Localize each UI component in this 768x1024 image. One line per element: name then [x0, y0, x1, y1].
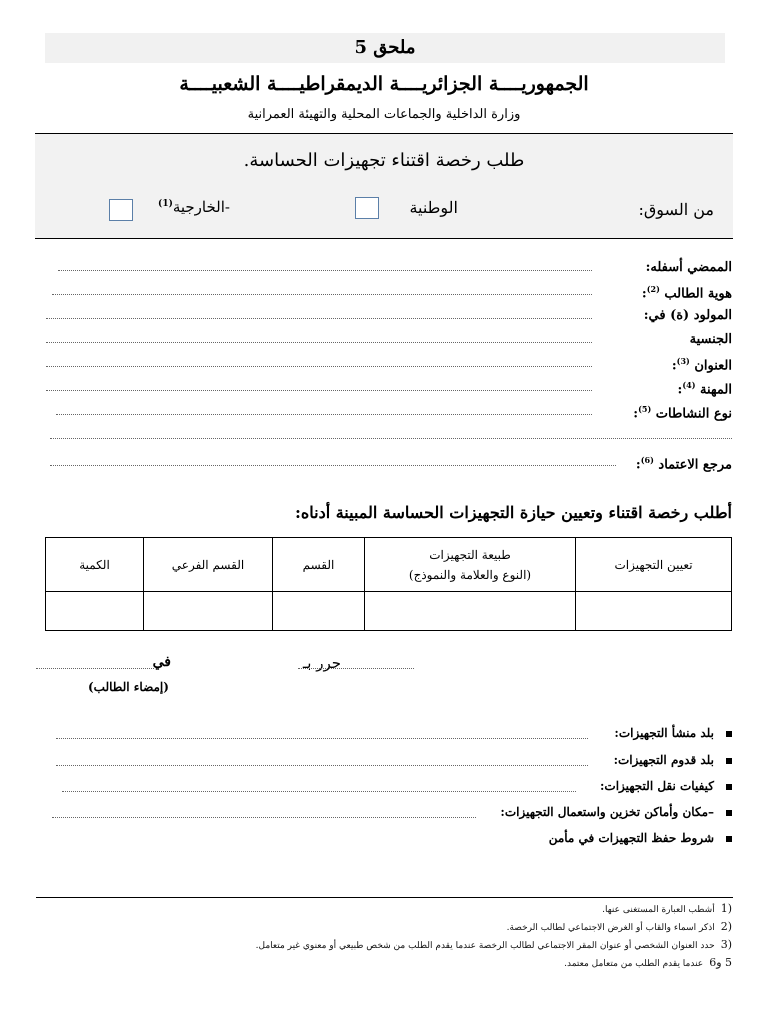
date-line[interactable] [36, 668, 154, 669]
field-address-line[interactable] [46, 366, 592, 367]
provenance-country-line[interactable] [56, 765, 588, 766]
col-nature-sub: (النوع والعلامة والنموذج) [408, 567, 532, 582]
col-nature [365, 538, 576, 592]
foreign-footnote-ref: (1) [158, 199, 173, 209]
form-title: طلب رخصة اقتناء تجهيزات الحساسة. [243, 150, 525, 171]
footnote-4: 5 و6عندما يقدم الطلب من متعامل معتمد. [564, 956, 732, 969]
bullet-transport: كيفيات نقل التجهيزات: [600, 779, 732, 793]
field-activity-line[interactable] [56, 414, 592, 415]
storage-line[interactable] [52, 817, 476, 818]
field-address: العنوان $^{(3)}$: [671, 356, 732, 374]
footnote-1: (1أشطب العبارة المستغنى عنها. [602, 902, 732, 915]
col-nature-title: طبيعة التجهيزات [429, 547, 511, 562]
field-activity-type: نوع النشاطات $^{(5)}$: [633, 404, 732, 422]
field-birthplace-line[interactable] [46, 318, 592, 319]
field-approval-ref: مرجع الاعتماد $^{(6)}$: [635, 455, 732, 473]
foreign-label: -الخارجية [172, 198, 230, 216]
field-birthplace: المولود (ة) في: [643, 308, 732, 323]
col-designation: تعيين التجهيزات [576, 538, 732, 592]
form-title-box [35, 133, 733, 239]
national-checkbox[interactable] [355, 197, 379, 219]
equipment-table [45, 537, 732, 631]
republic-title: الجمهوريــــة الجزائريــــة الديمقراطيــــة الشعبيــــة [179, 73, 589, 95]
on-label: في [152, 654, 171, 670]
field-profession-line[interactable] [46, 390, 592, 391]
field-approval-line[interactable] [50, 465, 616, 466]
col-quantity: الكمية [46, 538, 144, 592]
footnote-separator [36, 897, 733, 898]
bullet-icon [726, 731, 732, 737]
footnote-2: (2اذكر اسماء والقاب أو الغرض الاجتماعي لطالب الرخصة. [506, 920, 732, 933]
field-identity-line[interactable] [52, 294, 592, 295]
field-identity: هوية الطالب $^{(2)}$: [641, 284, 732, 302]
field-activity-line-2[interactable] [50, 438, 732, 439]
market-label: من السوق: [638, 200, 714, 219]
field-signatory-line[interactable] [58, 270, 592, 271]
national-label: الوطنية [409, 198, 458, 217]
foreign-label-group [158, 198, 230, 216]
bullet-icon [726, 758, 732, 764]
bullet-origin-country: بلد منشأ التجهيزات: [614, 726, 732, 740]
transport-line[interactable] [62, 791, 576, 792]
cell-nature[interactable] [365, 592, 576, 631]
footnote-3: (3حدد العنوان الشخصي أو عنوان المقر الاجتماعي لطالب الرخصة عندما يقدم الطلب من شخص طبيعي أو معنوي غير متعامل. [255, 938, 732, 951]
cell-subsection[interactable] [144, 592, 273, 631]
field-nationality: الجنسية [689, 332, 732, 347]
done-at-label: حرر بـ [302, 654, 341, 672]
bullet-provenance-country: بلد قدوم التجهيزات: [614, 753, 732, 767]
field-nationality-line[interactable] [46, 342, 592, 343]
bullet-storage: –مكان وأماكن تخزين واستعمال التجهيزات: [500, 805, 732, 819]
cell-section[interactable] [273, 592, 365, 631]
ministry-title: وزارة الداخلية والجماعات المحلية والتهيئة العمرانية [247, 107, 521, 122]
request-statement: أطلب رخصة اقتناء وتعيين حيازة التجهيزات الحساسة المبينة أدناه: [294, 503, 732, 522]
cell-quantity[interactable] [46, 592, 144, 631]
bullet-icon [726, 810, 732, 816]
bullet-icon [726, 836, 732, 842]
field-profession: المهنة $^{(4)}$: [677, 380, 732, 398]
foreign-checkbox[interactable] [109, 199, 133, 221]
col-section: القسم [273, 538, 365, 592]
done-at-line[interactable] [298, 668, 414, 669]
bullet-safekeeping: شروط حفظ التجهيزات في مأمن [549, 831, 732, 845]
signature-label: (إمضاء الطالب) [88, 680, 169, 694]
bullet-icon [726, 784, 732, 790]
field-signatory: الممضي أسفله: [645, 260, 732, 275]
cell-designation[interactable] [576, 592, 732, 631]
col-subsection: القسم الفرعي [144, 538, 273, 592]
origin-country-line[interactable] [56, 738, 588, 739]
annex-label: ملحق 5 [45, 33, 725, 63]
